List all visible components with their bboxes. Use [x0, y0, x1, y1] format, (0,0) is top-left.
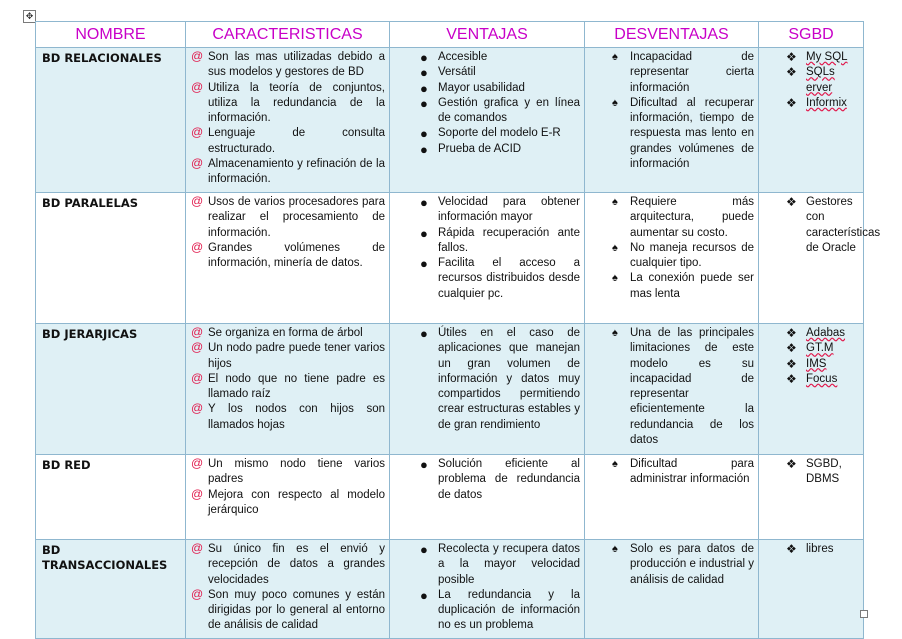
list-item-text: Almacenamiento y refinación de la información.: [208, 158, 385, 186]
list-item: [390, 588, 580, 634]
caracteristicas-cell: [186, 455, 390, 540]
list-item-text: Mayor usabilidad: [438, 81, 525, 94]
list-item: [585, 271, 754, 302]
ventajas-list: [390, 324, 584, 433]
list-item-text: SGBD, DBMS: [806, 458, 842, 486]
row-name-cell: BD JERARJICAS: [36, 324, 186, 455]
list-item: [390, 81, 580, 96]
list-item-text: Recolecta y recupera datos a la mayor velocidad posible: [438, 543, 580, 586]
list-item-text: Rápida recuperación ante fallos.: [438, 226, 580, 254]
list-item: [186, 402, 385, 433]
list-item-text: Y los nodos con hijos son llamados hojas: [208, 403, 385, 431]
list-item-text: IMS: [806, 357, 827, 370]
spade-bullet-icon: ♠: [612, 543, 618, 555]
dot-bullet-icon: ●: [420, 50, 428, 65]
ventajas-list: [390, 540, 584, 634]
swirl-bullet-icon: @: [191, 340, 204, 355]
dot-bullet-icon: ●: [420, 542, 428, 557]
list-item: [759, 96, 859, 111]
dot-bullet-icon: ●: [420, 457, 428, 472]
list-item: [390, 50, 580, 65]
table-row: [36, 455, 864, 540]
ventajas-list: [390, 193, 584, 302]
desventajas-list: [585, 193, 758, 302]
list-item: [759, 50, 859, 65]
caracteristicas-list: [186, 48, 389, 188]
desventajas-list: [585, 48, 758, 172]
spade-bullet-icon: ♠: [612, 327, 618, 339]
list-item: [390, 326, 580, 433]
swirl-bullet-icon: @: [191, 541, 204, 555]
swirl-bullet-icon: @: [191, 486, 204, 501]
list-item: [390, 96, 580, 127]
list-item: [759, 195, 881, 256]
list-item-text: Gestores con características de Oracle: [806, 196, 881, 254]
list-item-text: Se organiza en forma de árbol: [208, 327, 363, 339]
list-item: [186, 488, 385, 519]
list-item-text: Lenguaje de consulta estructurado.: [208, 127, 385, 155]
list-item: [186, 126, 385, 157]
list-item-text: Un mismo nodo tiene varios padres: [208, 458, 385, 486]
desventajas-list: [585, 455, 758, 488]
header-nombre: NOMBRE: [36, 22, 186, 48]
list-item-text: libres: [806, 543, 834, 555]
list-item: [759, 542, 859, 557]
list-item: [759, 457, 859, 488]
list-item: [186, 157, 385, 188]
list-item-text: La conexión puede ser mas lenta: [630, 272, 754, 300]
header-desventajas: DESVENTAJAS: [585, 22, 759, 48]
caracteristicas-cell: [186, 193, 390, 324]
diamond-bullet-icon: ❖: [786, 341, 797, 356]
sgbd-list: [759, 48, 863, 111]
list-item: [390, 142, 580, 157]
list-item-text: Solución eficiente al problema de redundancia de datos: [438, 458, 580, 501]
dot-bullet-icon: ●: [420, 587, 428, 603]
sgbd-cell: [759, 324, 864, 455]
diamond-bullet-icon: ❖: [786, 457, 797, 471]
list-item: [186, 241, 385, 272]
list-item-text: Versátil: [438, 66, 476, 79]
list-item: [390, 65, 580, 80]
dot-bullet-icon: ●: [420, 65, 428, 81]
desventajas-list: [585, 324, 758, 448]
list-item-text: Su único fin es el envió y recepción de datos a grandes velocidades: [208, 543, 385, 586]
diamond-bullet-icon: ❖: [786, 65, 797, 80]
caracteristicas-cell: [186, 48, 390, 193]
list-item: [585, 241, 754, 272]
diamond-bullet-icon: ❖: [786, 95, 797, 110]
list-item-text: SQLs erver: [806, 66, 835, 94]
swirl-bullet-icon: @: [191, 194, 204, 208]
swirl-bullet-icon: @: [191, 239, 204, 254]
ventajas-list: [390, 48, 584, 157]
table-row: [36, 540, 864, 639]
dot-bullet-icon: ●: [420, 195, 428, 210]
table-resize-handle[interactable]: [860, 610, 868, 618]
desventajas-cell: [585, 48, 759, 193]
list-item-text: GT.M: [806, 342, 834, 355]
row-name-cell: BD TRANSACCIONALES: [36, 540, 186, 639]
swirl-bullet-icon: @: [191, 370, 204, 385]
dot-bullet-icon: ●: [420, 80, 428, 96]
diamond-bullet-icon: ❖: [786, 371, 797, 386]
list-item-text: Un nodo padre puede tener varios hijos: [208, 342, 385, 370]
sgbd-list: [759, 455, 863, 488]
sgbd-cell: [759, 48, 864, 193]
dot-bullet-icon: ●: [420, 256, 428, 272]
list-item: [759, 326, 859, 341]
caracteristicas-cell: [186, 540, 390, 639]
caracteristicas-list: [186, 324, 389, 433]
swirl-bullet-icon: @: [191, 325, 204, 339]
desventajas-cell: [585, 324, 759, 455]
list-item-text: El nodo que no tiene padre es llamado raíz: [208, 372, 385, 401]
spade-bullet-icon: ♠: [612, 241, 618, 254]
list-item-text: No maneja recursos de cualquier tipo.: [630, 241, 754, 270]
desventajas-cell: [585, 193, 759, 324]
sgbd-cell: [759, 455, 864, 540]
list-item-text: Solo es para datos de producción e industrial y análisis de calidad: [630, 543, 755, 586]
diamond-bullet-icon: ❖: [786, 50, 797, 64]
list-item-text: Accesible: [438, 51, 488, 63]
list-item: [759, 65, 859, 96]
row-name-cell: BD PARALELAS: [36, 193, 186, 324]
table-row: [36, 193, 864, 324]
caracteristicas-cell: [186, 324, 390, 455]
ventajas-list: [390, 455, 584, 503]
list-item-text: Usos de varios procesadores para realizar el procesamiento de información.: [208, 196, 385, 239]
dot-bullet-icon: ●: [420, 95, 428, 111]
ventajas-cell: [390, 193, 585, 324]
header-ventajas: VENTAJAS: [390, 22, 585, 48]
dot-bullet-icon: ●: [420, 326, 428, 341]
list-item: [390, 126, 580, 141]
ventajas-cell: [390, 324, 585, 455]
list-item: [585, 96, 754, 172]
swirl-bullet-icon: @: [191, 401, 204, 416]
list-item-text: La redundancia y la duplicación de información no es un problema: [438, 588, 580, 632]
list-item: [186, 457, 385, 488]
desventajas-cell: [585, 455, 759, 540]
list-item: [390, 226, 580, 257]
list-item: [585, 195, 754, 241]
list-item-text: Utiliza la teoría de conjuntos, utiliza la redundancia de la información.: [208, 81, 385, 125]
caracteristicas-list: [186, 193, 389, 271]
list-item: [186, 542, 385, 588]
table-move-handle-icon[interactable]: ✥: [23, 10, 36, 23]
sgbd-list: [759, 540, 863, 557]
list-item-text: Una de las principales limitaciones de este modelo es su incapacidad de representar eficientemente la redundancia de los datos: [630, 327, 754, 447]
swirl-bullet-icon: @: [191, 456, 204, 470]
list-item-text: Dificultad para administrar información: [630, 458, 754, 486]
swirl-bullet-icon: @: [191, 156, 204, 171]
dot-bullet-icon: ●: [420, 225, 428, 241]
list-item: [759, 341, 859, 356]
table-row: [36, 324, 864, 455]
list-item-text: Mejora con respecto al modelo jerárquico: [208, 488, 385, 516]
header-sgbd: SGBD: [759, 22, 864, 48]
list-item-text: Gestión grafica y en línea de comandos: [438, 96, 580, 125]
spade-bullet-icon: ♠: [612, 196, 618, 208]
spade-bullet-icon: ♠: [612, 96, 618, 109]
list-item-text: Útiles en el caso de aplicaciones que manejan un gran volumen de información y datos muy compartidos permitiendo crear estructuras estables y de gran rendimiento: [438, 327, 580, 431]
list-item: [390, 195, 580, 226]
sgbd-list: [759, 324, 863, 387]
header-row: [36, 22, 864, 48]
list-item: [585, 457, 754, 488]
swirl-bullet-icon: @: [191, 49, 204, 63]
sgbd-cell: [759, 540, 864, 639]
caracteristicas-list: [186, 455, 389, 518]
list-item: [390, 256, 580, 302]
row-name-cell: BD RED: [36, 455, 186, 540]
row-name-cell: BD RELACIONALES: [36, 48, 186, 193]
list-item: [390, 457, 580, 503]
list-item-text: Informix: [806, 96, 847, 109]
list-item: [186, 341, 385, 372]
database-comparison-table: [35, 21, 881, 639]
table-row: [36, 48, 864, 193]
list-item-text: Facilita el acceso a recursos distribuidos desde cualquier pc.: [438, 257, 580, 300]
list-item-text: Velocidad para obtener información mayor: [438, 196, 580, 224]
diamond-bullet-icon: ❖: [786, 326, 797, 340]
dot-bullet-icon: ●: [420, 126, 428, 142]
list-item: [186, 372, 385, 403]
list-item: [585, 50, 754, 96]
list-item-text: Soporte del modelo E-R: [438, 127, 561, 140]
swirl-bullet-icon: @: [191, 125, 204, 140]
list-item-text: Focus: [806, 372, 838, 385]
list-item-text: Dificultad al recuperar información, tiempo de respuesta mas lento en grandes volúmenes de información: [630, 96, 754, 171]
desventajas-cell: [585, 540, 759, 639]
list-item-text: Requiere más arquitectura, puede aumentar su costo.: [630, 196, 754, 239]
list-item: [186, 50, 385, 81]
list-item-text: Son las mas utilizadas debido a sus modelos y gestores de BD: [208, 51, 385, 79]
ventajas-cell: [390, 455, 585, 540]
list-item-text: Prueba de ACID: [438, 142, 522, 155]
spade-bullet-icon: ♠: [612, 272, 618, 285]
list-item: [585, 326, 754, 448]
list-item: [390, 542, 580, 588]
ventajas-cell: [390, 540, 585, 639]
diamond-bullet-icon: ❖: [786, 356, 797, 371]
spade-bullet-icon: ♠: [612, 51, 618, 63]
list-item-text: Son muy poco comunes y están dirigidas por lo general al entorno de análisis de calidad: [208, 588, 385, 632]
spade-bullet-icon: ♠: [612, 458, 618, 470]
caracteristicas-list: [186, 540, 389, 634]
list-item-text: Grandes volúmenes de información, minería de datos.: [208, 241, 385, 270]
list-item: [186, 195, 385, 241]
desventajas-list: [585, 540, 758, 588]
diamond-bullet-icon: ❖: [786, 195, 797, 209]
header-caracteristicas: CARACTERISTICAS: [186, 22, 390, 48]
list-item-text: My SQL: [806, 51, 848, 63]
list-item-text: Adabas: [806, 327, 846, 339]
dot-bullet-icon: ●: [420, 141, 428, 157]
list-item: [186, 326, 385, 341]
swirl-bullet-icon: @: [191, 586, 204, 601]
list-item: [186, 588, 385, 634]
diamond-bullet-icon: ❖: [786, 542, 797, 556]
sgbd-cell: [759, 193, 881, 324]
list-item: [759, 372, 859, 387]
list-item: [186, 81, 385, 127]
swirl-bullet-icon: @: [191, 79, 204, 94]
sgbd-list: [759, 193, 881, 256]
ventajas-cell: [390, 48, 585, 193]
list-item: [585, 542, 754, 588]
list-item: [759, 357, 859, 372]
list-item-text: Incapacidad de representar cierta información: [630, 51, 754, 94]
